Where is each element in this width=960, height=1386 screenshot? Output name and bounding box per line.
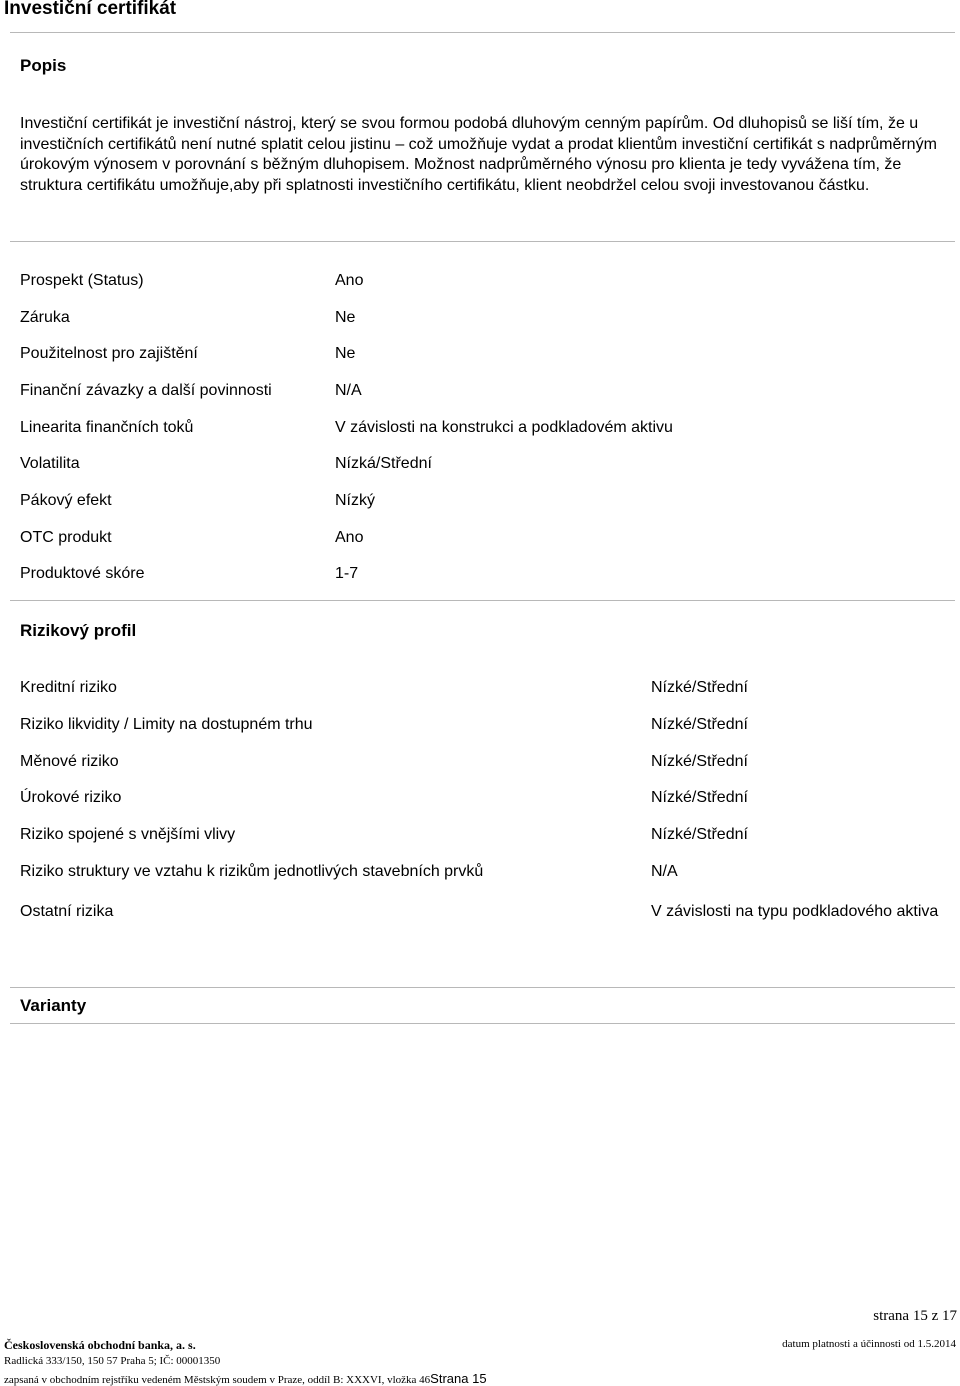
risk-value: Nízké/Střední	[651, 679, 748, 696]
attribute-value: 1-7	[335, 565, 359, 582]
risk-label: Měnové riziko	[20, 753, 119, 770]
attribute-label: OTC produkt	[20, 529, 112, 546]
risk-label: Úrokové riziko	[20, 789, 122, 806]
risk-label: Kreditní riziko	[20, 679, 117, 696]
attribute-value: Nízký	[335, 492, 375, 509]
validity-date: datum platnosti a účinnosti od 1.5.2014	[782, 1338, 956, 1350]
attribute-label: Pákový efekt	[20, 492, 112, 509]
risk-label: Ostatní rizika	[20, 903, 114, 920]
attribute-value: Ano	[335, 529, 364, 546]
risk-value: Nízké/Střední	[651, 826, 748, 843]
attribute-label: Záruka	[20, 309, 70, 326]
page-number: strana 15 z 17	[873, 1308, 957, 1324]
risk-divider	[10, 600, 955, 601]
attribute-value: N/A	[335, 382, 362, 399]
risk-value: V závislosti na typu podkladového aktiva	[651, 903, 939, 920]
attributes-divider	[10, 241, 955, 242]
bank-address: Radlická 333/150, 150 57 Praha 5; IČ: 00001350	[4, 1355, 221, 1367]
attribute-label: Finanční závazky a další povinnosti	[20, 382, 272, 399]
attribute-value: Ne	[335, 345, 356, 362]
attribute-label: Prospekt (Status)	[20, 272, 144, 289]
attribute-label: Linearita finančních toků	[20, 419, 194, 436]
popis-text: Investiční certifikát je investiční nástroj, který se svou formou podobá dluhovým cenným papírům. Od dluhopisů se liší tím, že u investičních certifikátů není nutné splatit celou jistinu – což umožňuje vydat a prodat klientům investiční certifikát s nadprůměrným úrokovým výnosem v porovnání s běžným dluhopisem. Možnost nadprůměrného výnosu pro klienta je tedy vyvážena tím, že struktura certifikátu umožňuje,aby při splatnosti investičního certifikátu, klient neobdržel celou svoji investovanou částku.	[20, 115, 937, 194]
risk-value: Nízké/Střední	[651, 753, 748, 770]
registry-text: zapsaná v obchodním rejstříku vedeném Městským soudem v Praze, oddíl B: XXXVI, vložka 46	[4, 1374, 431, 1386]
risk-label: Riziko likvidity / Limity na dostupném trhu	[20, 716, 313, 733]
attribute-value: Ne	[335, 309, 356, 326]
attribute-label: Volatilita	[20, 455, 80, 472]
attribute-value: Ano	[335, 272, 364, 289]
risk-profile-heading: Rizikový profil	[20, 621, 137, 640]
risk-value: Nízké/Střední	[651, 716, 748, 733]
variants-bottom-divider	[10, 1023, 955, 1024]
attribute-label: Použitelnost pro zajištění	[20, 345, 198, 362]
risk-value: N/A	[651, 863, 678, 880]
attribute-value: V závislosti na konstrukci a podkladovém aktivu	[335, 419, 673, 436]
risk-value: Nízké/Střední	[651, 789, 748, 806]
registry-note	[4, 1371, 487, 1386]
registry-page-number: Strana 15	[430, 1371, 487, 1386]
popis-heading: Popis	[20, 56, 67, 75]
variants-divider	[10, 987, 955, 988]
page-title: Investiční certifikát	[4, 0, 177, 19]
attribute-label: Produktové skóre	[20, 565, 145, 582]
attribute-value: Nízká/Střední	[335, 455, 432, 472]
title-divider	[10, 32, 955, 33]
risk-label: Riziko struktury ve vztahu k rizikům jednotlivých stavebních prvků	[20, 863, 484, 880]
risk-label: Riziko spojené s vnějšími vlivy	[20, 826, 236, 843]
variants-heading: Varianty	[20, 996, 87, 1015]
bank-name: Československá obchodní banka, a. s.	[4, 1338, 196, 1352]
